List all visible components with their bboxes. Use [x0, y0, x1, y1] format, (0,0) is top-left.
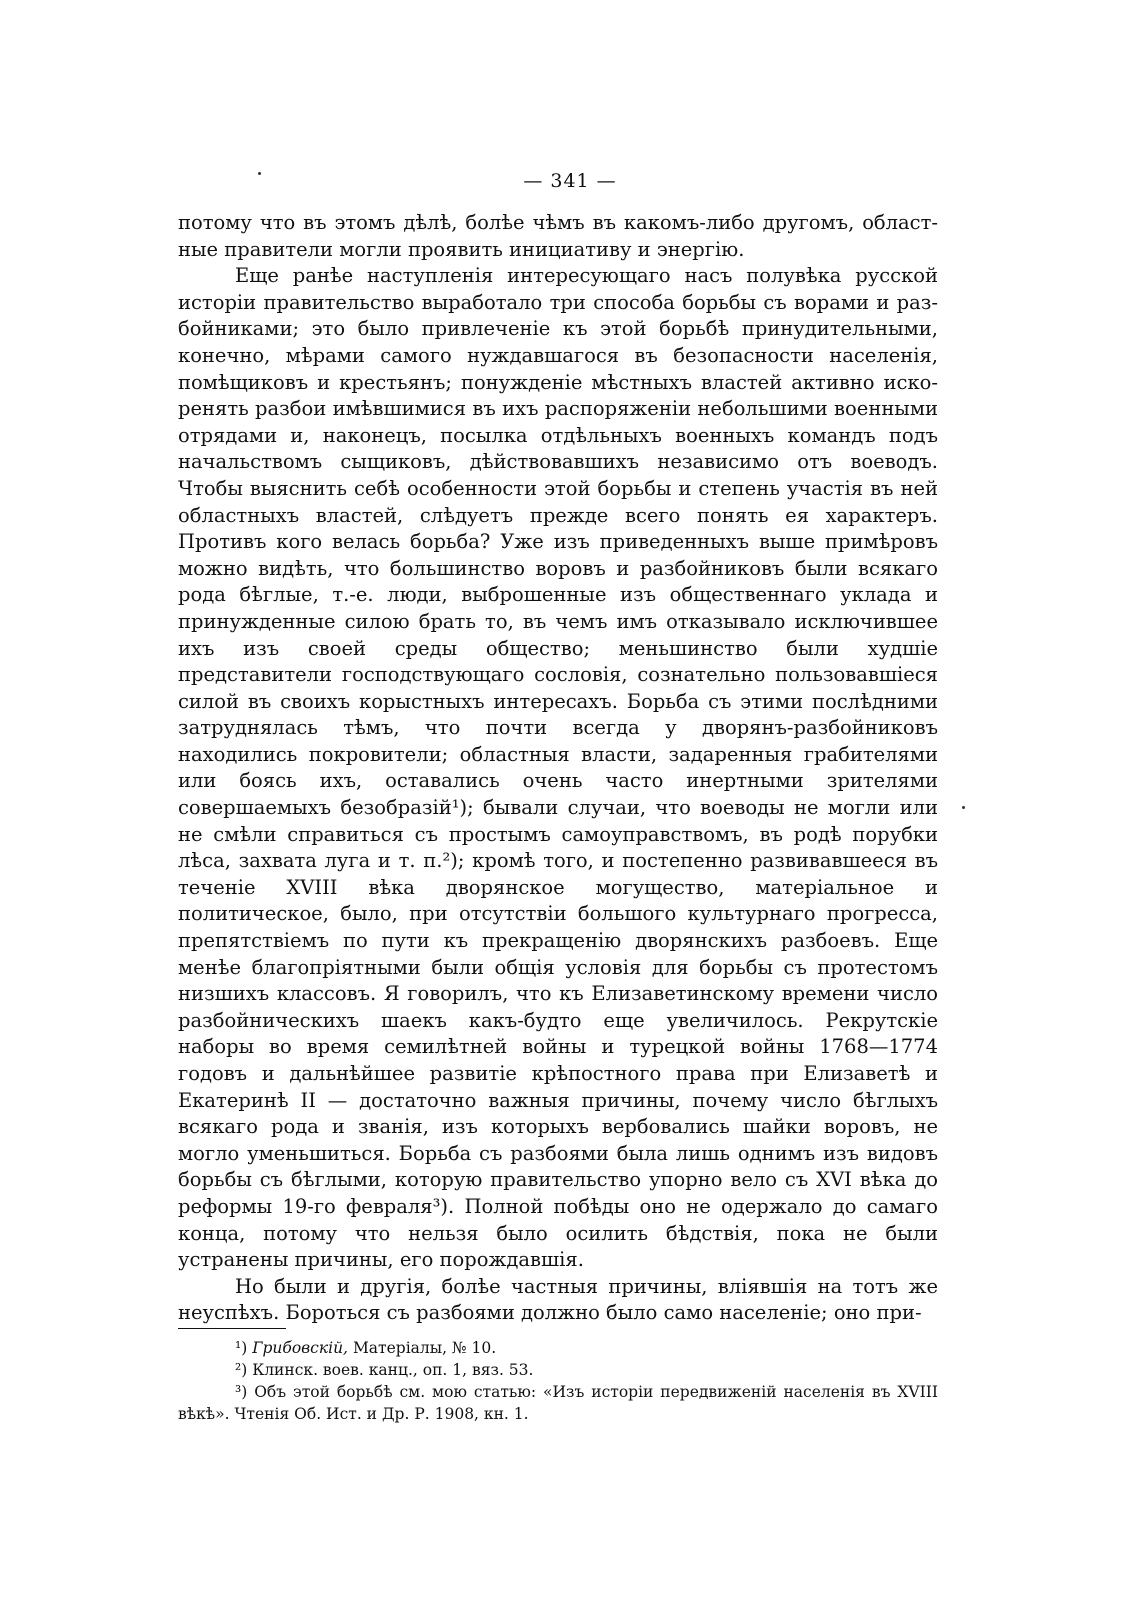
page-number: — 341 — — [523, 170, 617, 192]
footnote-author: Грибовскій, — [252, 1339, 348, 1357]
paragraph: потому что въ этомъ дѣлѣ, болѣе чѣмъ въ какомъ-либо другомъ, областные правители могли проявить инициативу и энергію. — [178, 211, 938, 261]
footnote-text: Объ этой борьбѣ см. мою статью: «Изъ исторіи передвиженій населенія въ XVIII вѣкѣ». Чтенія Об. Ист. и Др. Р. 1908, кн. 1. — [178, 1383, 938, 1423]
paragraph: Но были и другія, болѣе частныя причины, вліявшія на тотъ же неуспѣхъ. Бороться съ разбоями должно было само населеніе; оно при- — [178, 1274, 938, 1325]
paragraph: Еще ранѣе наступленія интересующаго насъ полувѣка русской исторіи правительство выработало три способа борьбы съ ворами и разбойниками; это было привлеченіе къ этой борьбѣ принудительными, конечно, мѣрами самого нуждавшагося въ безопасности населенія, помѣщиковъ и крестьянъ; понужденіе мѣстныхъ властей активно искоренять разбои имѣвшимися въ ихъ распоряженіи небольшими военными отрядами и, наконецъ, посылка отдѣльныхъ военныхъ командъ подъ начальствомъ сыщиковъ, дѣйствовавшихъ независимо отъ воеводъ. Чтобы выяснить себѣ особенности этой борьбы и степень участія въ ней областныхъ властей, слѣдуетъ прежде всего понять ея характеръ. Противъ кого велась борьба? Уже изъ приведенныхъ выше примѣровъ можно видѣть, что большинство воровъ и разбойниковъ были всякаго рода бѣглые, т.-е. люди, выброшенные изъ общественнаго уклада и принужденные силою брать то, въ чемъ имъ отказывало исключившее ихъ изъ своей среды общество; меньшинство были худшіе представители господствующаго сословія, сознательно пользовавшіеся силой въ своихъ корыстныхъ интересахъ. Борьба съ этими послѣдними затруднялась тѣмъ, что почти всегда у дворянъ-разбойниковъ находились покровители; областныя власти, задаренныя грабителями или боясь ихъ, оставались очень часто инертными зрителями совершаемыхъ безобразій¹); бывали случаи, что воеводы не могли или не смѣли справиться съ простымъ самоуправствомъ, въ родѣ порубки лѣса, захвата луга и т. п.²); кромѣ того, и постепенно развивавшееся въ теченіе XVIII вѣка дворянское могущество, матеріальное и политическое, было, при отсутствіи большого культурнаго прогресса, препятствіемъ по пути къ прекращенію дворянскихъ разбоевъ. Еще менѣе благопріятными были общія условія для борьбы съ протестомъ низшихъ классовъ. Я говорилъ, что къ Елизаветинскому времени число разбойническихъ шаекъ какъ-будто еще увеличилось. Рекрутскіе наборы во время семилѣтней войны и турецкой войны 1768—1774 годовъ и дальнѣйшее развитіе крѣпостного права при Елизаветѣ и Екатеринѣ II — достаточно важныя причины, почему число бѣглыхъ всякаго рода и званія, изъ которыхъ вербовались шайки воровъ, не могло уменьшиться. Борьба съ разбоями была лишь однимъ изъ видовъ борьбы съ бѣглыми, которую правительство упорно вело съ XVI вѣка до реформы 19-го февраля³). Полной побѣды оно не одержало до самаго конца, потому что нельзя было осилить бѣдствія, пока не были устранены причины, его порождавшія. — [178, 264, 938, 1272]
footnote-text: Клинск. воев. канц., оп. 1, вяз. 53. — [252, 1361, 534, 1379]
footnote-divider — [178, 1328, 286, 1329]
footnote-marker: ¹) — [235, 1339, 248, 1357]
footnote — [178, 1337, 938, 1359]
body-text — [178, 210, 938, 1327]
footnotes — [178, 1337, 938, 1425]
page-speck — [962, 806, 965, 809]
footnote-marker: ³) — [235, 1383, 248, 1401]
footnote — [178, 1359, 938, 1381]
footnote — [178, 1381, 938, 1425]
footnote-marker: ²) — [235, 1361, 248, 1379]
footnote-text: Матеріалы, № 10. — [352, 1339, 497, 1357]
